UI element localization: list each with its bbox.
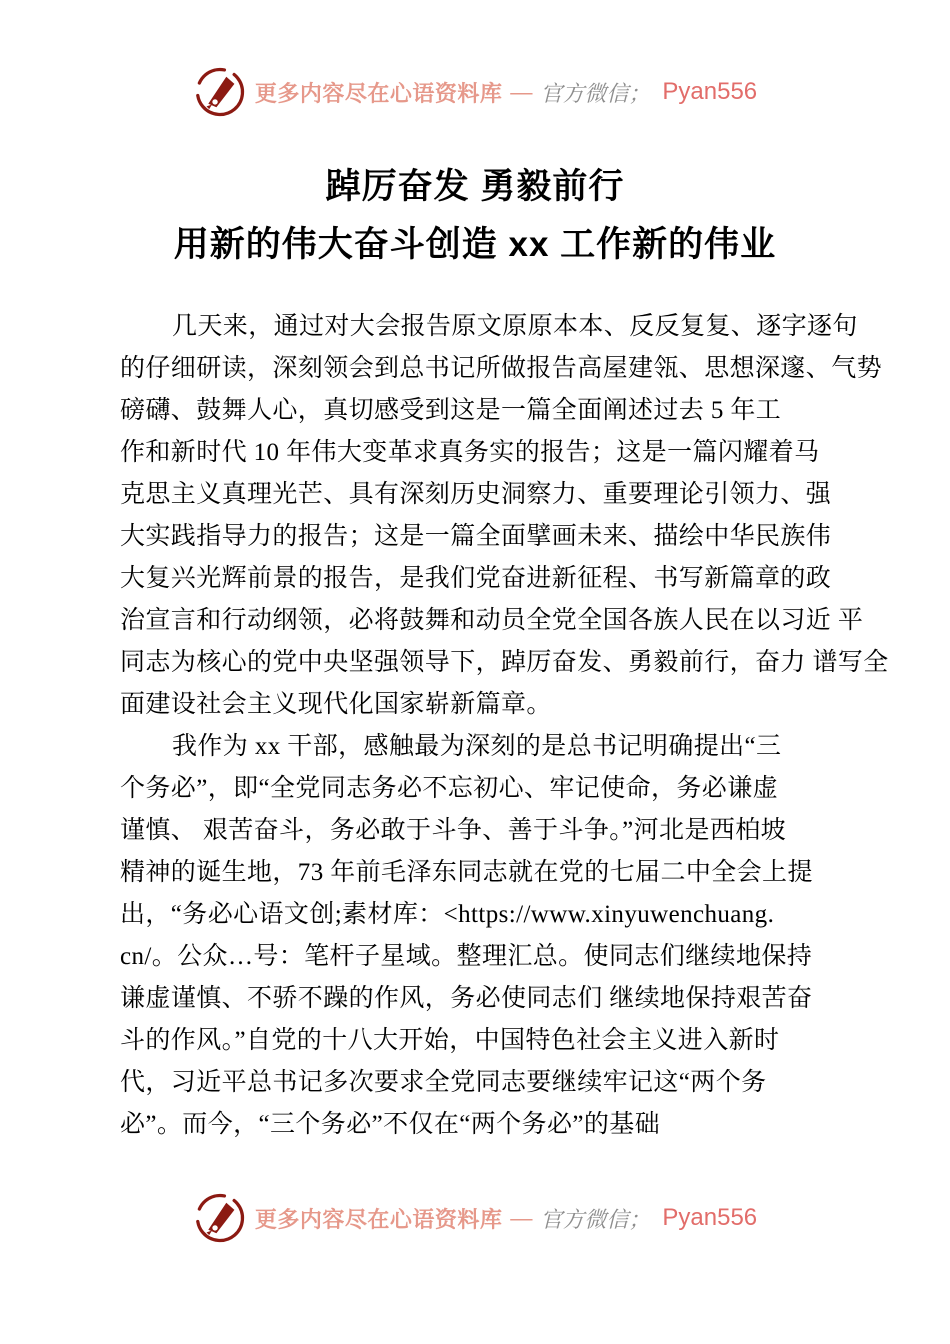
- body-line: 谨慎、 艰苦奋斗，务必敢于斗争、善于斗争。”河北是西柏坡: [120, 817, 787, 844]
- body-line: 作和新时代 10 年伟大变革求真务实的报告；这是一篇闪耀着马: [120, 439, 820, 466]
- body-line: 谦虚谨慎、不骄不躁的作风，务必使同志们 继续地保持艰苦奋: [120, 985, 813, 1012]
- title-line-1: 踔厉奋发 勇毅前行: [325, 167, 625, 206]
- body-line: 代，习近平总书记多次要求全党同志要继续牢记这“两个务: [120, 1069, 767, 1096]
- body-line: cn/。公众…号：笔杆子星域。整理汇总。使同志们继续地保持: [120, 943, 813, 970]
- watermark-wechat-label: 官方微信；: [540, 80, 651, 106]
- pen-circle-logo-icon: [193, 1191, 247, 1245]
- body-line: 面建设社会主义现代化国家崭新篇章。: [120, 691, 552, 718]
- header-watermark: [0, 62, 950, 122]
- body-line: 治宣言和行动纲领，必将鼓舞和动员全党全国各族人民在以习近 平: [120, 607, 864, 634]
- document-body: [120, 306, 890, 1146]
- body-line: 大实践指导力的报告；这是一篇全面擘画未来、描绘中华民族伟: [120, 523, 832, 550]
- watermark-dash: —: [510, 1205, 533, 1230]
- body-line: 斗的作风。”自党的十八大开始，中国特色社会主义进入新时: [120, 1027, 780, 1054]
- watermark-wechat-id: Pyan556: [662, 1204, 758, 1231]
- body-line: 几天来，通过对大会报告原文原原本本、反反复复、逐字逐句: [172, 313, 858, 340]
- document-title: [0, 158, 950, 274]
- body-line: 精神的诞生地，73 年前毛泽东同志就在党的七届二中全会上提: [120, 859, 813, 886]
- watermark-brand-text: 更多内容尽在心语资料库: [254, 80, 503, 106]
- watermark-brand-text: 更多内容尽在心语资料库: [254, 1206, 503, 1232]
- body-line: 我作为 xx 干部，感触最为深刻的是总书记明确提出“三: [172, 733, 782, 760]
- watermark-dash: —: [510, 79, 533, 104]
- watermark-wechat-label: 官方微信；: [540, 1206, 651, 1232]
- watermark-wechat-id: Pyan556: [662, 78, 758, 105]
- body-line: 同志为核心的党中央坚强领导下，踔厉奋发、勇毅前行，奋力 谱写全: [120, 649, 889, 676]
- body-line: 的仔细研读，深刻领会到总书记所做报告高屋建瓴、思想深邃、气势: [120, 355, 883, 382]
- body-line: 克思主义真理光芒、具有深刻历史洞察力、重要理论引领力、强: [120, 481, 832, 508]
- title-line-2: 用新的伟大奋斗创造 xx 工作新的伟业: [173, 225, 777, 264]
- pen-circle-logo-icon: [193, 65, 247, 119]
- body-line: 大复兴光辉前景的报告，是我们党奋进新征程、书写新篇章的政: [120, 565, 832, 592]
- body-line: 个务必”，即“全党同志务必不忘初心、牢记使命，务必谦虚: [120, 775, 778, 802]
- footer-watermark: [0, 1188, 950, 1248]
- body-line: 磅礴、鼓舞人心，真切感受到这是一篇全面阐述过去 5 年工: [120, 397, 782, 424]
- body-line: 必”。而今，“三个务必”不仅在“两个务必”的基础: [120, 1111, 661, 1138]
- body-line: 出，“务必心语文创;素材库：<https://www.xinyuwenchuang.: [120, 901, 775, 928]
